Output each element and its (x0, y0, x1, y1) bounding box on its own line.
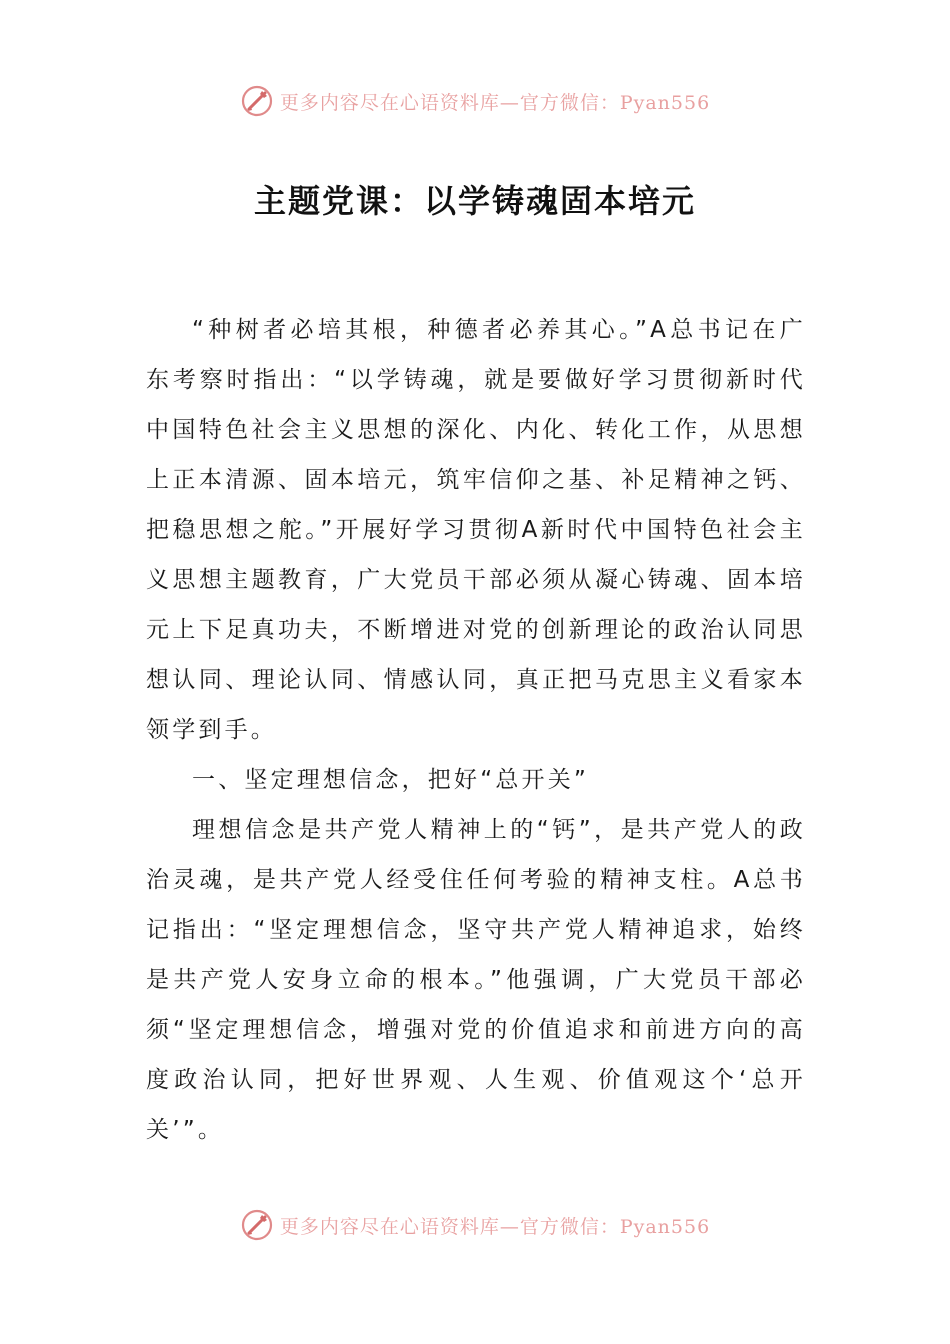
watermark-text: 更多内容尽在心语资料库—官方微信：Pyan556 (279, 1215, 711, 1238)
footer-watermark (0, 1208, 950, 1242)
paragraph-section-one: 理想信念是共产党人精神上的“钙”，是共产党人的政治灵魂，是共产党人经受住任何考验的精神支柱。A总书记指出：“坚定理想信念，坚守共产党人精神追求，始终是共产党人安身立命的根本。”他强调，广大党员干部必须“坚定理想信念，增强对党的价值追求和前进方向的高度政治认同，把好世界观、人生观、价值观这个‘总开关’”。 (146, 817, 806, 1143)
header-watermark (0, 84, 950, 118)
page-title: 主题党课：以学铸魂固本培元 (253, 182, 696, 220)
document-body (146, 305, 806, 1155)
pen-seal-icon (240, 1208, 274, 1242)
paragraph-intro: “种树者必培其根，种德者必养其心。”A总书记在广东考察时指出：“以学铸魂，就是要做好学习贯彻新时代中国特色社会主义思想的深化、内化、转化工作，从思想上正本清源、固本培元，筑牢信仰之基、补足精神之钙、把稳思想之舵。”开展好学习贯彻A新时代中国特色社会主义思想主题教育，广大党员干部必须从凝心铸魂、固本培元上下足真功夫，不断增进对党的创新理论的政治认同思想认同、理论认同、情感认同，真正把马克思主义看家本领学到手。 (146, 317, 806, 743)
pen-seal-icon (240, 84, 274, 118)
watermark-text: 更多内容尽在心语资料库—官方微信：Pyan556 (279, 91, 711, 114)
section-heading: 一、坚定理想信念，把好“总开关” (192, 767, 590, 793)
